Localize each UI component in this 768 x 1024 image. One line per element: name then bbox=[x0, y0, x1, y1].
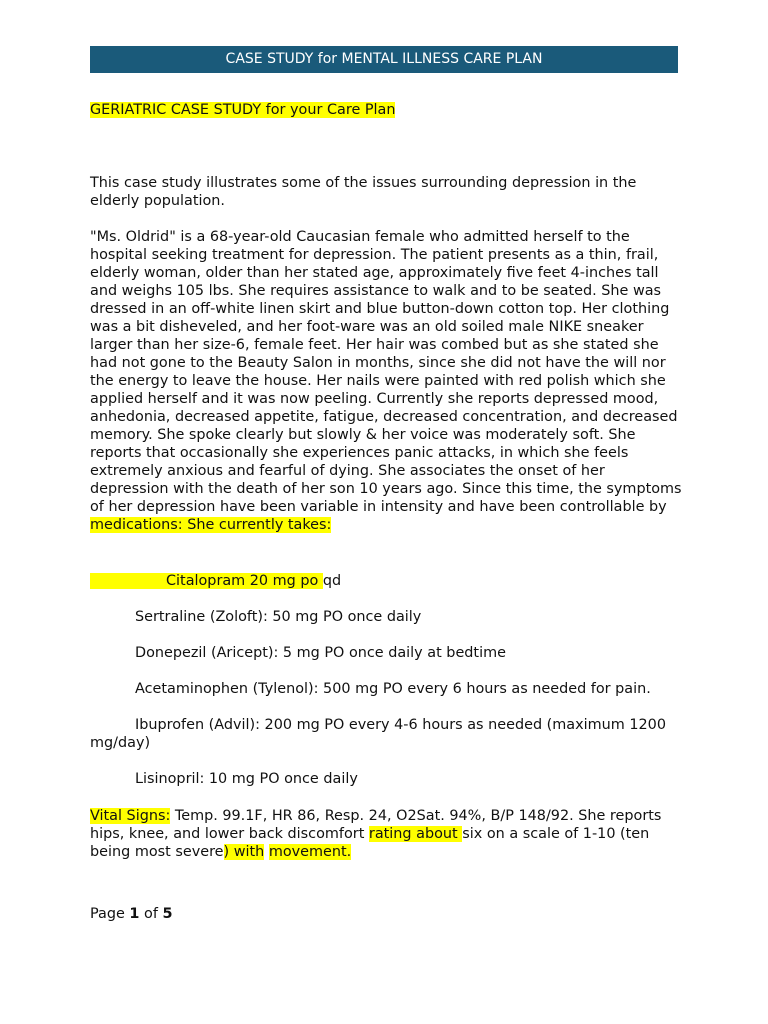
medication-item: Ibuprofen (Advil): 200 mg PO every 4-6 hours as needed (maximum 1200 mg/day) bbox=[90, 717, 666, 751]
medication-list bbox=[90, 572, 682, 806]
subtitle-text: GERIATRIC CASE STUDY for your Care Plan bbox=[90, 102, 396, 118]
page-label: Page bbox=[90, 906, 130, 922]
page-number bbox=[90, 905, 682, 923]
vital-signs-text-2: six on a scale of 1-10 (ten being most severe bbox=[90, 826, 650, 860]
narrative-highlight: medications: She currently takes: bbox=[90, 517, 332, 533]
header-title-bar: CASE STUDY for MENTAL ILLNESS CARE PLAN bbox=[90, 46, 678, 73]
page-total: 5 bbox=[162, 906, 173, 922]
medication-highlight bbox=[90, 573, 323, 589]
case-study-subtitle bbox=[90, 101, 682, 119]
medication-item bbox=[90, 572, 682, 590]
narrative-paragraph bbox=[90, 228, 682, 534]
page-current: 1 bbox=[129, 906, 140, 922]
medication-first-rest: qd bbox=[322, 573, 342, 589]
vital-highlight-with: ) with bbox=[223, 844, 265, 860]
vital-highlight-rating: rating about bbox=[368, 826, 463, 842]
medication-item: Acetaminophen (Tylenol): 500 mg PO every 6 hours as needed for pain. bbox=[135, 681, 651, 697]
vital-signs-paragraph bbox=[90, 807, 682, 861]
medication-item: Sertraline (Zoloft): 50 mg PO once daily bbox=[135, 609, 422, 625]
highlight-indent bbox=[90, 572, 166, 590]
narrative-text: "Ms. Oldrid" is a 68-year-old Caucasian female who admitted herself to the hospital seeking treatment for depression. The patient presents as a thin, frail, elderly woman, older than her stated age, approximately five feet 4-inches tall and weighs 105 lbs. She requires assistance to walk and to be seated. She was dressed in an off-white linen skirt and blue button-down cotton top. Her clothing was a bit disheveled, and her foot-ware was an old soiled male NIKE sneaker larger than her size-6, female feet. Her hair was combed but as she stated she had not gone to the Beauty Salon in months, since she did not have the will nor the energy to leave the house. Her nails were painted with red polish which she applied herself and it was now peeling. Currently she reports depressed mood, anhedonia, decreased appetite, fatigue, decreased concentration, and decreased memory. She spoke clearly but slowly & her voice was moderately soft. She reports that occasionally she experiences panic attacks, in which she feels extremely anxious and fearful of dying. She associates the onset of her depression with the death of her son 10 years ago. Since this time, the symptoms of her depression have been variable in intensity and have been controllable by bbox=[90, 229, 682, 515]
medication-item: Donepezil (Aricept): 5 mg PO once daily at bedtime bbox=[135, 645, 506, 661]
vital-signs-text: Temp. 99.1F, HR 86, Resp. 24, O2Sat. 94%, B/P 148/92. She reports hips, knee, and lower back discomfort bbox=[90, 808, 662, 842]
medication-item: Lisinopril: 10 mg PO once daily bbox=[135, 771, 358, 787]
vital-highlight-movement: movement. bbox=[268, 844, 352, 860]
medication-first-text: Citalopram 20 mg po bbox=[166, 573, 323, 589]
vital-signs-label: Vital Signs: bbox=[90, 808, 171, 824]
page-of-label: of bbox=[139, 906, 163, 922]
intro-paragraph: This case study illustrates some of the issues surrounding depression in the elderly population. bbox=[90, 175, 637, 209]
